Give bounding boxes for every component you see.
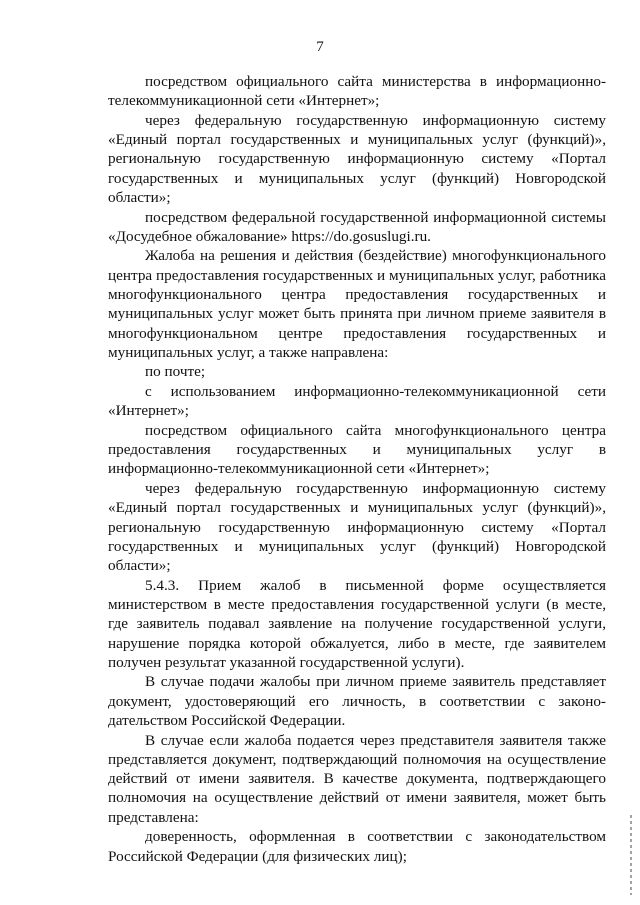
- paragraph: Жалоба на решения и действия (бездействие) многофункционального центра предоставления государственных и муниципальных услуг, работника многофункционального центра предоставления государственных и муниципальных услуг может быть принята при личном приеме заявителя в многофункциональном центре предоставления государственных и муниципальных услуг, а также направлена:: [108, 247, 606, 361]
- paragraph: посредством официального сайта многофункционального центра предоставления государственных и муниципальных услуг в информационно-телекоммуникационной сети «Интернет»;: [108, 421, 606, 478]
- paragraph: 5.4.3. Прием жалоб в письменной форме осуществляется министерством в месте предоставления государственной услуги (в месте, где заявитель подавал заявление на получение государственной услуги, нарушение порядка которой обжалуется, либо в месте, где заявителем получен результат указанной государственной услуги).: [108, 576, 606, 671]
- paragraph: через федеральную государственную информационную систему «Единый портал государственных и муниципальных услуг (функций)», региональную государственную информационную систему «Портал государственных и муниципальных услуг (функций) Новгородской области»;: [108, 479, 606, 575]
- document-body: [108, 72, 606, 866]
- page-number: 7: [316, 39, 324, 55]
- paragraph: через федеральную государственную информационную систему «Единый портал государственных и муниципальных услуг (функций)», региональную государственную информационную систему «Портал государственных и муниципальных услуг (функций) Новгородской области»;: [108, 111, 606, 207]
- paragraph: В случае если жалоба подается через представителя заявителя также представляется документ, подтверждающий полномочия на осуществление действий от имени заявителя. В качестве документа, подтверждающего полномочия на осуществление действий от имени заявителя, может быть представлена:: [108, 731, 606, 826]
- paragraph: доверенность, оформленная в соответствии с законодательством Российской Федерации (для физических лиц);: [108, 828, 606, 865]
- paragraph: по почте;: [145, 363, 206, 381]
- paragraph: В случае подачи жалобы при личном приеме заявитель представляет документ, удостоверяющий его личность, в соответствии с законо-дательством Российской Федерации.: [108, 673, 606, 730]
- paragraph: посредством федеральной государственной информационной системы «Досудебное обжалование» https://do.gosuslugi.ru.: [108, 208, 606, 245]
- scan-edge-mark: [630, 815, 632, 895]
- paragraph: посредством официального сайта министерства в информационно-телекоммуникационной сети «Интернет»;: [108, 73, 606, 110]
- paragraph: с использованием информационно-телекоммуникационной сети «Интернет»;: [108, 383, 606, 420]
